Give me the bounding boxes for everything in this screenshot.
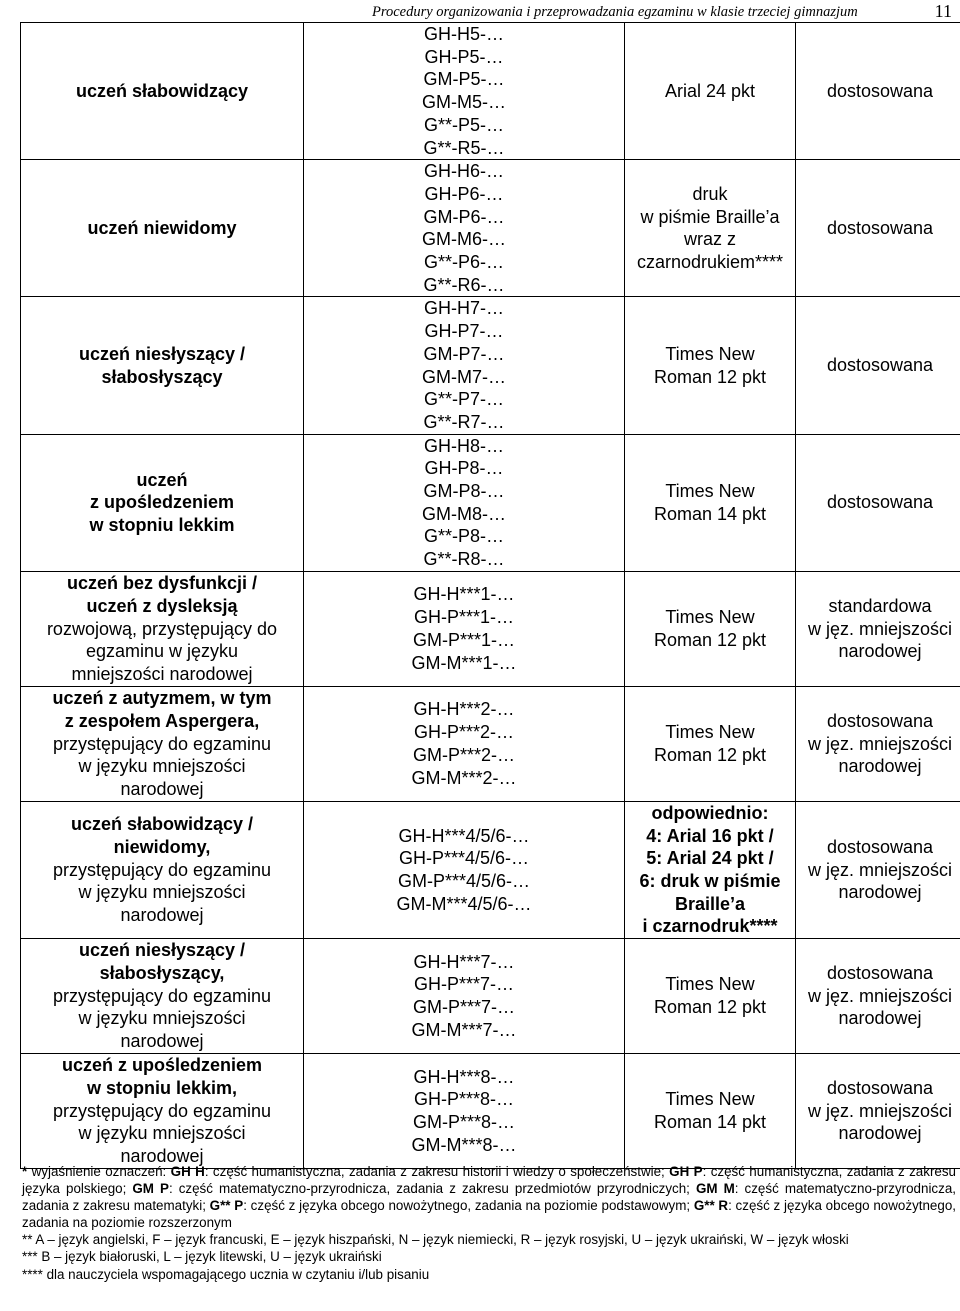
student-type-line: egzaminu w języku (85, 641, 239, 662)
sheet-code-line: G**-P5-… (423, 114, 504, 135)
print-format-line: Roman 12 pkt (653, 744, 767, 765)
sheet-code-line: G**-P6-… (423, 252, 504, 273)
print-format-cell (625, 160, 796, 297)
print-format-line: odpowiednio: (651, 802, 769, 823)
sheet-code-line: GH-P***2-… (413, 722, 515, 743)
student-type-cell (21, 1054, 304, 1169)
sheet-codes-cell (304, 160, 625, 297)
sheet-code-line: GM-M***8-… (411, 1134, 517, 1155)
footnote-text: : część matematyczno-przyrodnicza, zadania z zakresu matematyki; (22, 1181, 956, 1214)
sheet-code-line: GH-P7-… (424, 321, 504, 342)
print-format-line: 6: druk w piśmie (639, 870, 781, 891)
student-type-line: narodowej (120, 1031, 204, 1052)
sheet-code-line: GM-P***7-… (412, 997, 515, 1018)
footnote-text: : część matematyczno-przyrodnicza, zadania z zakresu przedmiotów przyrodniczych; (168, 1181, 696, 1197)
sheet-type-line: dostosowana (826, 836, 934, 857)
exam-codes-table (20, 22, 960, 1169)
sheet-code-line: GH-P8-… (424, 458, 504, 479)
table-row (21, 571, 960, 686)
footnote-code: G** P (209, 1198, 244, 1214)
footnote-legend (22, 1163, 956, 1231)
sheet-code-line: G**-R7-… (423, 411, 505, 432)
student-type-line: słabosłyszący, (99, 963, 225, 984)
sheet-code-line: GM-P6-… (423, 206, 505, 227)
sheet-type-line: narodowej (838, 641, 922, 662)
footnote-code: G** R (693, 1198, 729, 1214)
print-format-line: i czarnodruk**** (642, 916, 778, 937)
footnote-text: : część z języka obcego nowożytnego, zadania na poziomie podstawowym; (243, 1198, 694, 1214)
student-type-cell (21, 297, 304, 434)
sheet-codes-cell (304, 1054, 625, 1169)
footnote-assistant: **** dla nauczyciela wspomagającego ucznia w czytaniu i/lub pisaniu (22, 1266, 430, 1282)
sheet-type-line: narodowej (838, 1123, 922, 1144)
student-type-line: uczeń słabowidzący (75, 80, 249, 101)
sheet-type-line: w jęz. mniejszości (807, 618, 953, 639)
page-header (0, 0, 960, 22)
print-format-line: Roman 12 pkt (653, 997, 767, 1018)
footnote-code: GH P (669, 1164, 703, 1179)
student-type-line: przystępujący do egzaminu (52, 859, 272, 880)
sheet-code-line: GH-H6-… (424, 161, 504, 182)
student-type-cell (21, 801, 304, 938)
sheet-type-line: dostosowana (826, 1078, 934, 1099)
sheet-codes-cell (304, 571, 625, 686)
student-type-cell (21, 686, 304, 801)
sheet-type-cell (796, 160, 960, 297)
student-type-line: uczeń z dysleksją (86, 595, 238, 616)
sheet-type-line: standardowa (828, 595, 932, 616)
print-format-cell (625, 939, 796, 1054)
student-type-line: uczeń niesłyszący / (78, 940, 246, 961)
student-type-line: w języku mniejszości (78, 1008, 246, 1029)
student-type-line: w stopniu lekkim (89, 515, 235, 536)
table-row (21, 939, 960, 1054)
sheet-code-line: GH-P***4/5/6-… (398, 848, 530, 869)
sheet-code-line: GH-P5-… (424, 46, 504, 67)
sheet-code-line: GM-P***4/5/6-… (397, 870, 531, 891)
sheet-type-line: dostosowana (826, 963, 934, 984)
sheet-code-line: GM-M7-… (422, 366, 506, 387)
print-format-line: Roman 14 pkt (653, 503, 767, 524)
running-header-title: Procedury organizowania i przeprowadzania egzaminu w klasie trzeciej gimnazjum (372, 4, 858, 20)
table-row (21, 801, 960, 938)
print-format-cell (625, 434, 796, 571)
student-type-cell (21, 571, 304, 686)
sheet-type-line: narodowej (838, 756, 922, 777)
print-format-cell (625, 801, 796, 938)
sheet-type-cell (796, 297, 960, 434)
sheet-code-line: G**-P8-… (423, 526, 504, 547)
student-type-line: przystępujący do egzaminu (52, 733, 272, 754)
print-format-cell (625, 297, 796, 434)
student-type-line: mniejszości narodowej (71, 663, 253, 684)
student-type-cell (21, 434, 304, 571)
sheet-code-line: GM-M6-… (422, 229, 506, 250)
sheet-code-line: GM-P7-… (423, 343, 505, 364)
sheet-type-cell (796, 939, 960, 1054)
print-format-line: wraz z (683, 229, 736, 250)
student-type-line: uczeń z autyzmem, w tym (52, 688, 272, 709)
student-type-line: narodowej (120, 905, 204, 926)
sheet-type-line: w jęz. mniejszości (807, 1100, 953, 1121)
print-format-line: czarnodrukiem**** (636, 252, 784, 273)
sheet-codes-cell (304, 23, 625, 160)
sheet-code-line: GM-M***4/5/6-… (396, 893, 532, 914)
print-format-line: Arial 24 pkt (664, 80, 756, 101)
sheet-type-cell (796, 23, 960, 160)
table-row (21, 434, 960, 571)
print-format-line: 5: Arial 24 pkt / (646, 848, 774, 869)
sheet-code-line: GH-P6-… (424, 183, 504, 204)
sheet-code-line: GH-H7-… (424, 298, 504, 319)
student-type-line: uczeń niewidomy (87, 217, 237, 238)
sheet-type-line: w jęz. mniejszości (807, 985, 953, 1006)
student-type-line: w języku mniejszości (78, 882, 246, 903)
table-row (21, 160, 960, 297)
print-format-line: Times New (665, 974, 755, 995)
sheet-code-line: GM-P***8-… (412, 1112, 515, 1133)
student-type-line: w języku mniejszości (78, 756, 246, 777)
sheet-code-line: GH-H***2-… (413, 699, 515, 720)
footnote-text: : część humanistyczna, zadania z zakresu języka polskiego; (22, 1164, 957, 1197)
sheet-codes-cell (304, 801, 625, 938)
sheet-type-cell (796, 801, 960, 938)
sheet-code-line: G**-P7-… (423, 389, 504, 410)
sheet-type-line: narodowej (838, 882, 922, 903)
student-type-cell (21, 160, 304, 297)
sheet-code-line: GM-M***7-… (411, 1019, 517, 1040)
table-row (21, 1054, 960, 1169)
footnote-minority-languages: *** B – język białoruski, L – język litewski, U – język ukraiński (22, 1249, 382, 1265)
sheet-type-line: dostosowana (826, 217, 934, 238)
student-type-line: słabosłyszący (101, 366, 223, 387)
sheet-type-line: w jęz. mniejszości (807, 733, 953, 754)
footnote-code: GM M (695, 1181, 735, 1197)
sheet-type-line: dostosowana (826, 492, 934, 513)
sheet-code-line: GH-P***8-… (413, 1089, 515, 1110)
sheet-code-line: G**-R8-… (423, 549, 505, 570)
student-type-line: w stopniu lekkim, (86, 1078, 238, 1099)
print-format-line: Times New (665, 481, 755, 502)
print-format-line: Times New (665, 343, 755, 364)
print-format-cell (625, 1054, 796, 1169)
sheet-code-line: GM-M***2-… (411, 767, 517, 788)
student-type-line: niewidomy, (113, 836, 211, 857)
print-format-cell (625, 686, 796, 801)
student-type-line: z zespołem Aspergera, (64, 710, 260, 731)
sheet-code-line: GM-M***1-… (411, 652, 517, 673)
sheet-type-cell (796, 571, 960, 686)
sheet-code-line: GM-M5-… (422, 92, 506, 113)
footnote-text: wyjaśnienie oznaczeń: (31, 1164, 171, 1179)
footnote-code: GH H (170, 1164, 205, 1179)
table-row (21, 686, 960, 801)
print-format-line: Roman 12 pkt (653, 629, 767, 650)
table-row (21, 297, 960, 434)
sheet-code-line: GH-H5-… (424, 24, 504, 44)
student-type-line: uczeń bez dysfunkcji / (66, 573, 258, 594)
sheet-type-line: dostosowana (826, 355, 934, 376)
footnote-code: * (22, 1164, 32, 1179)
sheet-code-line: GH-P***7-… (413, 974, 515, 995)
sheet-code-line: GM-P***2-… (412, 744, 515, 765)
print-format-line: Times New (665, 722, 755, 743)
print-format-line: Times New (665, 1089, 755, 1110)
student-type-line: uczeń niesłyszący / (78, 343, 246, 364)
student-type-line: narodowej (120, 778, 204, 799)
sheet-codes-cell (304, 434, 625, 571)
print-format-line: druk (692, 183, 728, 204)
footnote-text: : część z języka obcego nowożytnego, zadania na poziomie rozszerzonym (22, 1198, 956, 1231)
sheet-type-line: w jęz. mniejszości (807, 859, 953, 880)
sheet-code-line: GM-P5-… (423, 69, 505, 90)
sheet-code-line: GH-P***1-… (413, 607, 515, 628)
sheet-type-line: dostosowana (826, 80, 934, 101)
student-type-line: uczeń słabowidzący / (70, 814, 254, 835)
sheet-code-line: GH-H***8-… (413, 1066, 515, 1087)
student-type-line: rozwojową, przystępujący do (46, 618, 278, 639)
sheet-codes-cell (304, 939, 625, 1054)
footnote-code: GM P (132, 1181, 169, 1197)
sheet-codes-cell (304, 686, 625, 801)
sheet-code-line: GM-P8-… (423, 481, 505, 502)
footnote-languages: ** A – język angielski, F – język francuski, E – język hiszpański, N – język niemiecki, R – język rosyjski, U – język ukraiński, W – język włoski (22, 1232, 849, 1248)
print-format-line: Braille’a (674, 893, 746, 914)
sheet-type-line: narodowej (838, 1008, 922, 1029)
print-format-cell (625, 571, 796, 686)
sheet-code-line: G**-R5-… (423, 137, 505, 158)
print-format-line: 4: Arial 16 pkt / (646, 825, 774, 846)
student-type-line: uczeń z upośledzeniem (61, 1055, 263, 1076)
sheet-code-line: GH-H***1-… (413, 584, 515, 605)
student-type-line: przystępujący do egzaminu (52, 985, 272, 1006)
print-format-cell (625, 23, 796, 160)
student-type-line: w języku mniejszości (78, 1123, 246, 1144)
sheet-type-cell (796, 686, 960, 801)
student-type-line: uczeń (136, 469, 188, 490)
student-type-cell (21, 23, 304, 160)
page-number: 11 (934, 1, 952, 21)
footnotes (22, 1163, 956, 1283)
sheet-code-line: G**-R6-… (423, 274, 505, 295)
sheet-type-cell (796, 434, 960, 571)
print-format-line: Roman 14 pkt (653, 1112, 767, 1133)
student-type-line: przystępujący do egzaminu (52, 1100, 272, 1121)
footnote-text: : część humanistyczna, zadania z zakresu historii i wiedzy o społeczeństwie; (204, 1164, 670, 1179)
sheet-code-line: GM-P***1-… (412, 629, 515, 650)
sheet-codes-cell (304, 297, 625, 434)
sheet-code-line: GH-H8-… (424, 435, 504, 456)
print-format-line: w piśmie Braille’a (640, 206, 780, 227)
sheet-type-cell (796, 1054, 960, 1169)
sheet-type-line: dostosowana (826, 710, 934, 731)
sheet-code-line: GM-M8-… (422, 503, 506, 524)
student-type-line: z upośledzeniem (89, 492, 235, 513)
student-type-cell (21, 939, 304, 1054)
table-row (21, 23, 960, 160)
print-format-line: Roman 12 pkt (653, 366, 767, 387)
sheet-code-line: GH-H***7-… (413, 951, 515, 972)
student-type-line: narodowej (120, 1146, 204, 1167)
sheet-code-line: GH-H***4/5/6-… (398, 825, 530, 846)
print-format-line: Times New (665, 607, 755, 628)
